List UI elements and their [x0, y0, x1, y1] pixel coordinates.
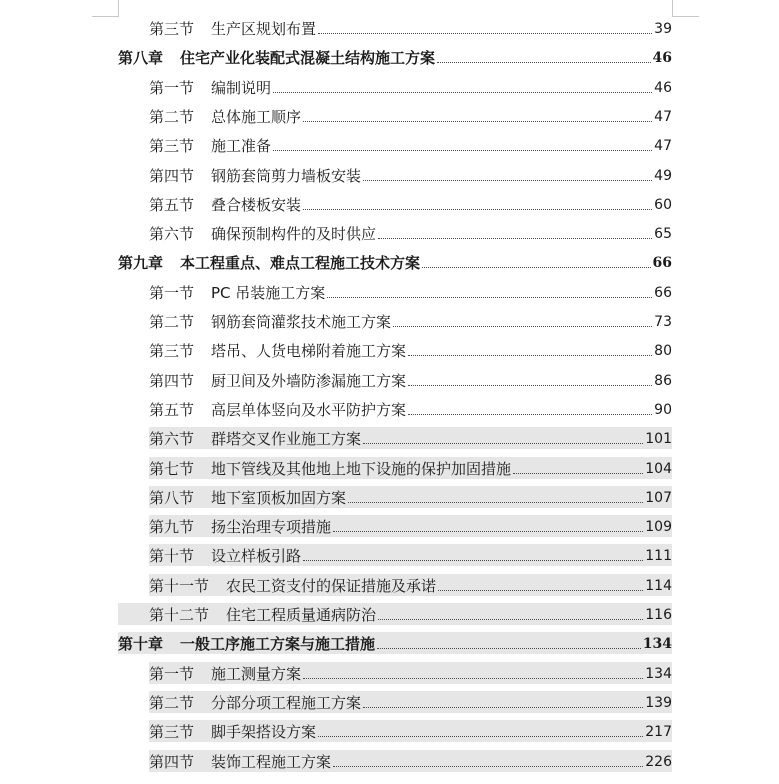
toc-section-entry[interactable]	[149, 544, 672, 566]
dot-leader	[273, 91, 652, 93]
toc-entry-label: 第十节	[149, 547, 195, 565]
toc-page-number: 66	[654, 285, 672, 301]
toc-page-number: 109	[645, 519, 672, 535]
toc-page-number: 46	[654, 80, 672, 96]
toc-page-number: 104	[645, 461, 672, 477]
toc-page-number: 47	[654, 138, 672, 154]
toc-entry-label: 第三节	[149, 20, 195, 38]
toc-entry-label: 第八章	[118, 49, 164, 67]
toc-entry-label: 第六节	[149, 430, 195, 448]
toc-page-number: 39	[654, 21, 672, 37]
toc-entry-title: 住宅产业化装配式混凝土结构施工方案	[180, 49, 436, 67]
toc-section-entry[interactable]	[149, 720, 672, 742]
toc-chapter-entry[interactable]	[118, 251, 672, 273]
toc-section-entry[interactable]	[149, 369, 672, 391]
toc-entry-label: 第九章	[118, 254, 164, 272]
toc-entry-title: 编制说明	[211, 79, 272, 97]
toc-entry-title: 装饰工程施工方案	[211, 753, 332, 771]
dot-leader	[303, 677, 643, 679]
toc-entry-label: 第二节	[149, 313, 195, 331]
dot-leader	[363, 706, 643, 708]
toc-entry-title: 脚手架搭设方案	[211, 723, 317, 741]
dot-leader	[303, 120, 652, 122]
toc-section-entry[interactable]	[149, 134, 672, 156]
toc-section-entry[interactable]	[149, 515, 672, 537]
toc-entry-title: 分部分项工程施工方案	[211, 694, 362, 712]
dot-leader	[333, 765, 643, 767]
toc-page-number: 66	[652, 255, 672, 271]
toc-page-number: 47	[654, 109, 672, 125]
toc-entry-label: 第一节	[149, 284, 195, 302]
toc-section-entry[interactable]	[149, 222, 672, 244]
toc-entry-label: 第六节	[149, 225, 195, 243]
toc-entry-label: 第九节	[149, 518, 195, 536]
toc-page-number: 73	[654, 314, 672, 330]
toc-page-number: 134	[645, 666, 672, 682]
toc-entry-label: 第十二节	[149, 606, 210, 624]
dot-leader	[393, 325, 652, 327]
toc-entry-title: 一般工序施工方案与施工措施	[180, 635, 376, 653]
toc-entry-title: 叠合楼板安装	[211, 196, 302, 214]
toc-entry-label: 第一节	[149, 665, 195, 683]
toc-entry-title: 住宅工程质量通病防治	[226, 606, 377, 624]
toc-page-number: 60	[654, 197, 672, 213]
toc-entry-title: 施工准备	[211, 137, 272, 155]
toc-section-entry[interactable]	[149, 662, 672, 684]
toc-page-number: 90	[654, 402, 672, 418]
toc-entry-title: PC 吊装施工方案	[211, 284, 326, 302]
dot-leader	[377, 647, 641, 649]
toc-entry-label: 第三节	[149, 723, 195, 741]
toc-entry-title: 设立样板引路	[211, 547, 302, 565]
toc-entry-title: 厨卫间及外墙防渗漏施工方案	[211, 372, 407, 390]
toc-entry-label: 第十章	[118, 635, 164, 653]
toc-page-number: 226	[645, 754, 672, 770]
toc-entry-title: 塔吊、人货电梯附着施工方案	[211, 342, 407, 360]
toc-chapter-entry[interactable]	[118, 46, 672, 68]
toc-section-entry[interactable]	[118, 603, 672, 625]
dot-leader	[318, 32, 652, 34]
toc-entry-title: 生产区规划布置	[211, 20, 317, 38]
page-corner-mark-left	[92, 0, 119, 17]
dot-leader	[363, 179, 652, 181]
toc-entry-label: 第七节	[149, 460, 195, 478]
toc-section-entry[interactable]	[149, 17, 672, 39]
toc-entry-title: 地下管线及其他地上地下设施的保护加固措施	[211, 460, 512, 478]
dot-leader	[378, 618, 643, 620]
toc-entry-title: 钢筋套筒剪力墙板安装	[211, 167, 362, 185]
toc-page-number: 86	[654, 373, 672, 389]
toc-entry-title: 施工测量方案	[211, 665, 302, 683]
dot-leader	[327, 296, 652, 298]
dot-leader	[438, 589, 643, 591]
dot-leader	[348, 501, 643, 503]
toc-section-entry[interactable]	[149, 310, 672, 332]
dot-leader	[408, 354, 652, 356]
toc-page-number: 134	[642, 636, 672, 652]
toc-page-number: 65	[654, 226, 672, 242]
dot-leader	[408, 413, 652, 415]
toc-entry-label: 第二节	[149, 108, 195, 126]
toc-entry-label: 第三节	[149, 137, 195, 155]
toc-entry-title: 群塔交叉作业施工方案	[211, 430, 362, 448]
dot-leader	[378, 237, 652, 239]
dot-leader	[273, 149, 652, 151]
toc-entry-label: 第三节	[149, 342, 195, 360]
toc-page-number: 46	[652, 50, 672, 66]
toc-page-number: 80	[654, 343, 672, 359]
toc-entry-title: 本工程重点、难点工程施工技术方案	[180, 254, 421, 272]
toc-page-number: 107	[645, 490, 672, 506]
dot-leader	[333, 530, 643, 532]
toc-page-number: 114	[645, 578, 672, 594]
toc-entry-title: 地下室顶板加固方案	[211, 489, 347, 507]
toc-entry-title: 高层单体竖向及水平防护方案	[211, 401, 407, 419]
dot-leader	[303, 208, 652, 210]
toc-entry-title: 总体施工顺序	[211, 108, 302, 126]
toc-entry-title: 确保预制构件的及时供应	[211, 225, 377, 243]
toc-entry-label: 第四节	[149, 167, 195, 185]
toc-page-number: 116	[645, 607, 672, 623]
dot-leader	[422, 266, 650, 268]
toc-entry-label: 第十一节	[149, 577, 210, 595]
toc-entry-label: 第四节	[149, 372, 195, 390]
toc-page-number: 49	[654, 168, 672, 184]
toc-section-entry[interactable]	[149, 105, 672, 127]
toc-page-number: 139	[645, 695, 672, 711]
toc-entry-title: 钢筋套筒灌浆技术施工方案	[211, 313, 392, 331]
dot-leader	[437, 61, 650, 63]
toc-section-entry[interactable]	[149, 193, 672, 215]
toc-section-entry[interactable]	[149, 574, 672, 596]
toc-section-entry[interactable]	[149, 76, 672, 98]
toc-entry-label: 第四节	[149, 753, 195, 771]
dot-leader	[363, 442, 643, 444]
toc-entry-label: 第五节	[149, 196, 195, 214]
dot-leader	[303, 559, 643, 561]
toc-section-entry[interactable]	[149, 339, 672, 361]
toc-section-entry[interactable]	[149, 164, 672, 186]
toc-entry-title: 农民工资支付的保证措施及承诺	[226, 577, 437, 595]
toc-page-number: 217	[645, 724, 672, 740]
toc-entry-label: 第八节	[149, 489, 195, 507]
dot-leader	[318, 735, 643, 737]
dot-leader	[408, 384, 652, 386]
page-corner-mark-right	[672, 0, 699, 17]
toc-entry-label: 第五节	[149, 401, 195, 419]
toc-section-entry[interactable]	[149, 398, 672, 420]
toc-entry-label: 第二节	[149, 694, 195, 712]
toc-entry-label: 第一节	[149, 79, 195, 97]
toc-section-entry[interactable]	[149, 486, 672, 508]
dot-leader	[513, 472, 643, 474]
toc-page-number: 111	[645, 548, 672, 564]
toc-section-entry[interactable]	[149, 427, 672, 449]
toc-section-entry[interactable]	[149, 281, 672, 303]
toc-page-number: 101	[645, 431, 672, 447]
toc-chapter-entry[interactable]	[118, 632, 672, 654]
toc-entry-title: 扬尘治理专项措施	[211, 518, 332, 536]
toc-section-entry[interactable]	[149, 750, 672, 772]
toc-section-entry[interactable]	[149, 691, 672, 713]
toc-section-entry[interactable]	[149, 457, 672, 479]
